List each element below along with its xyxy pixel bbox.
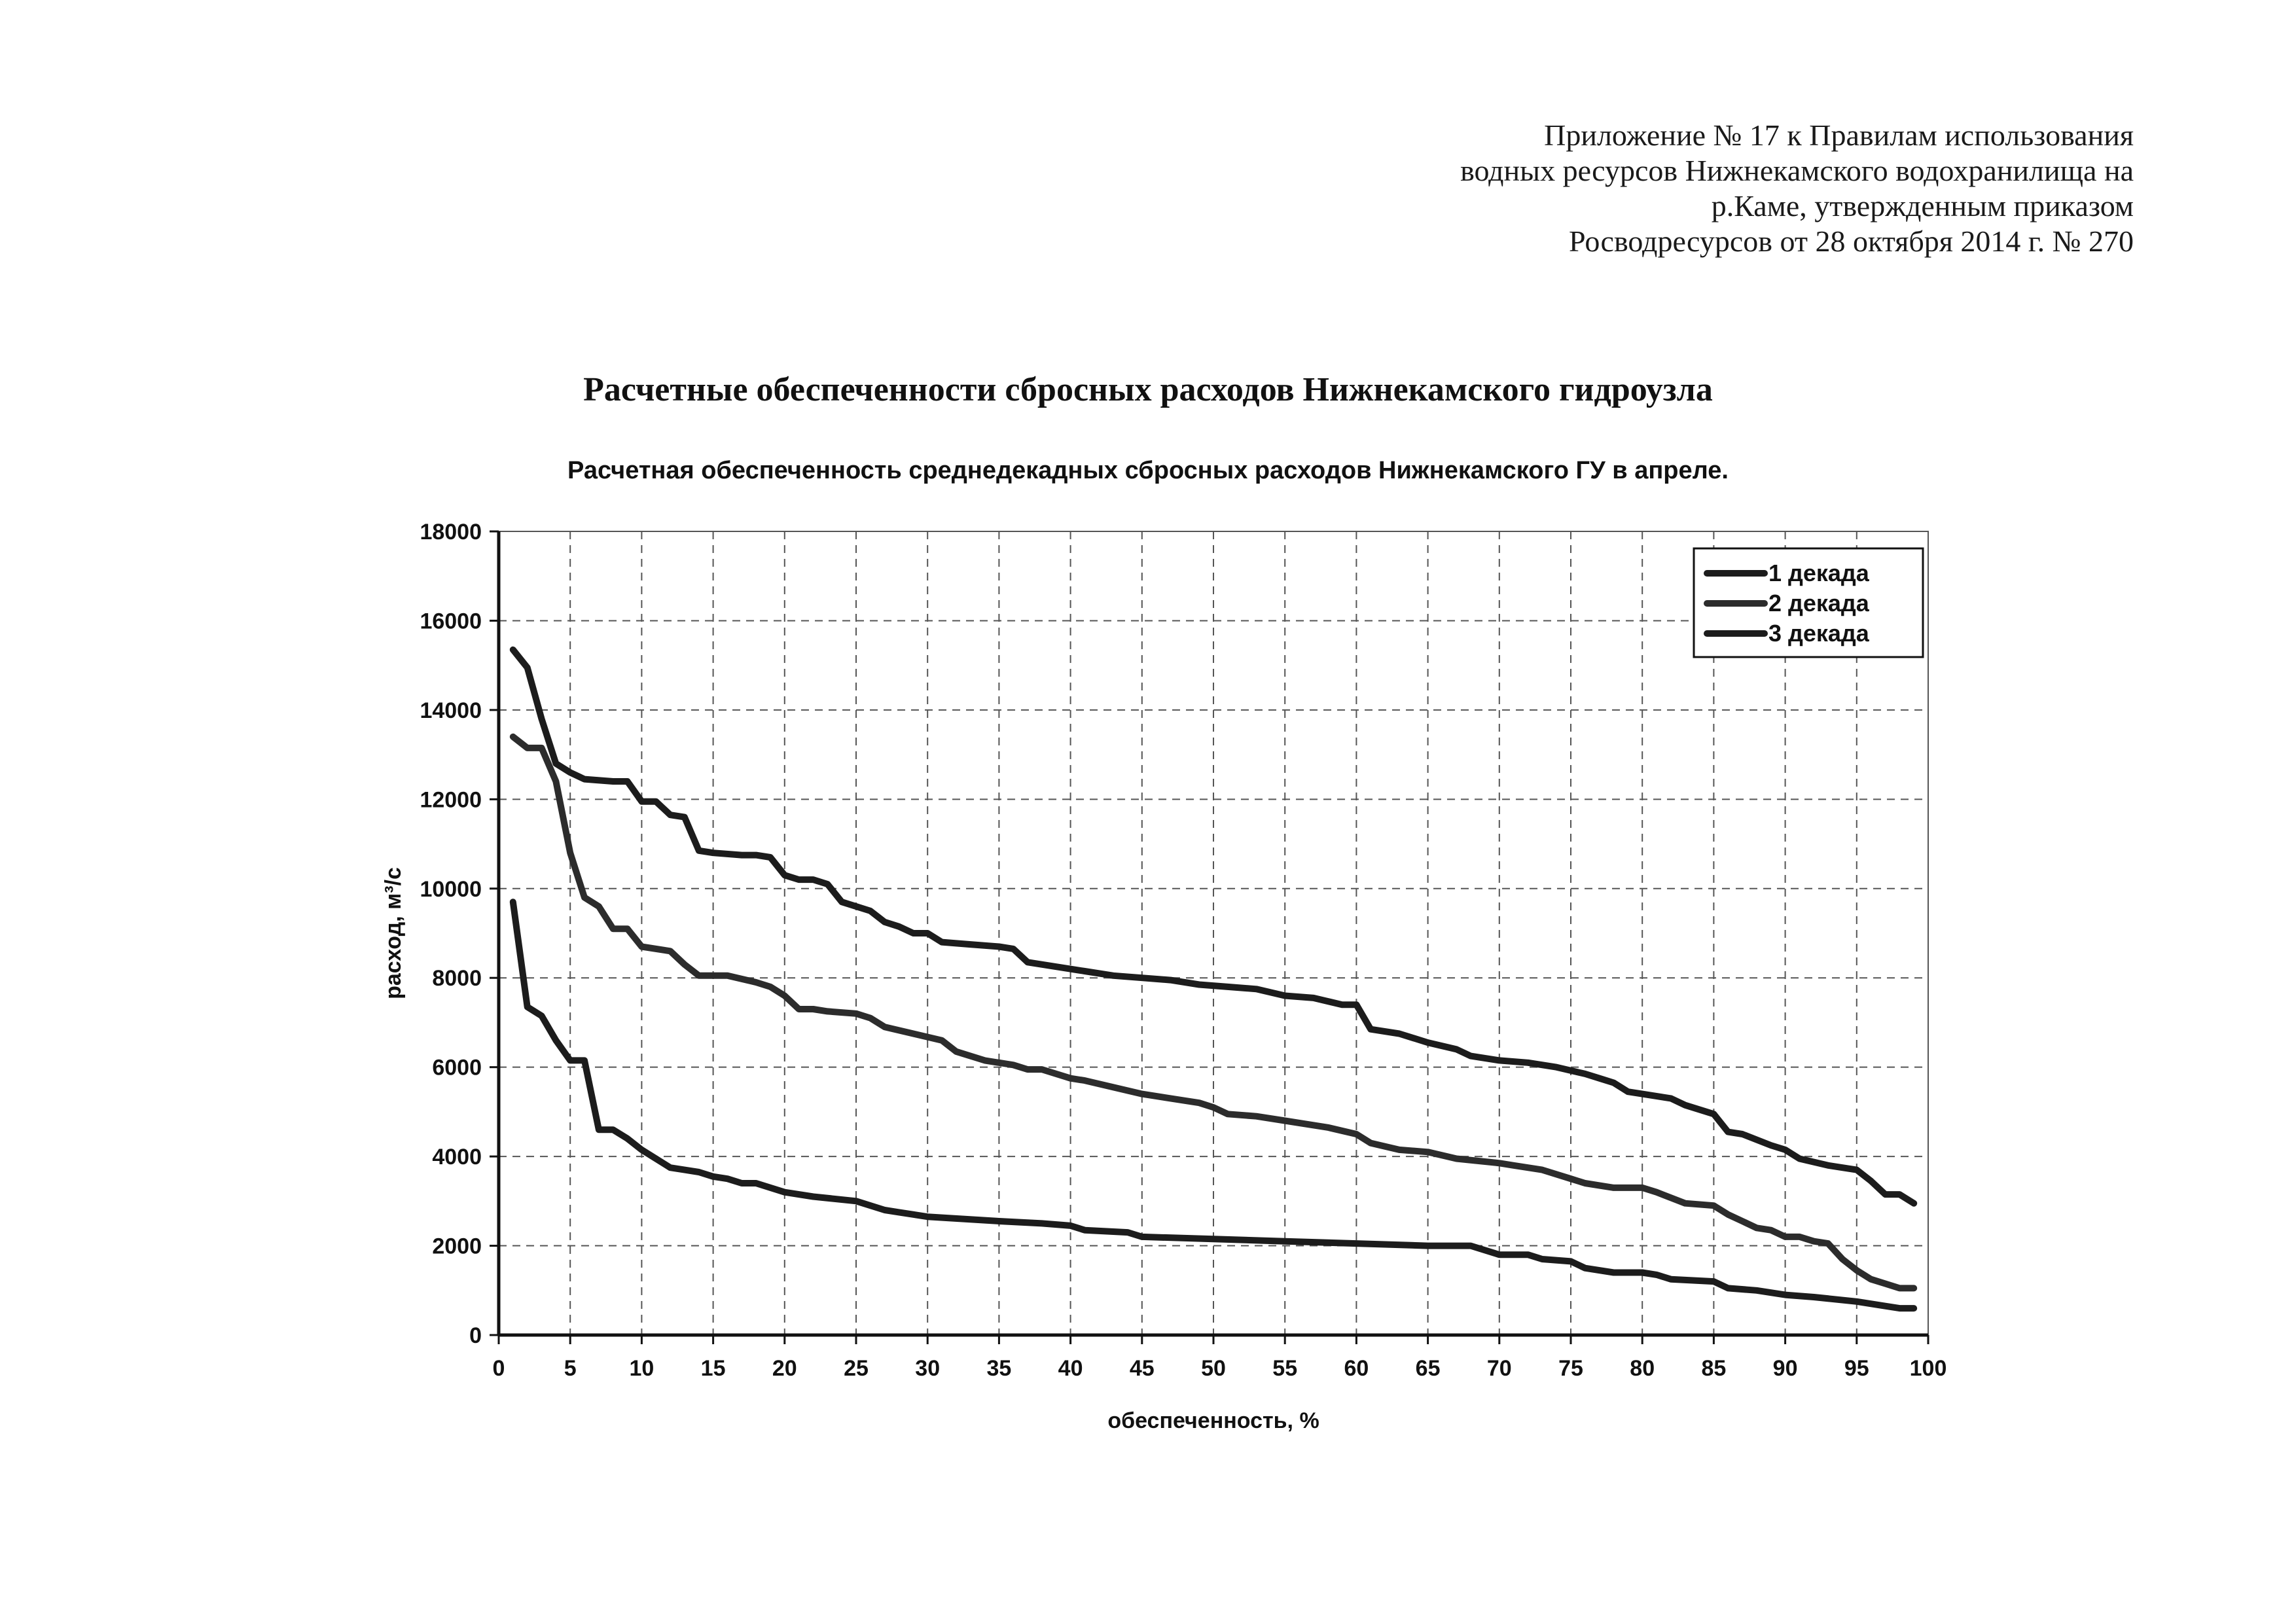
y-tick-label: 0 bbox=[469, 1323, 482, 1348]
chart-title: Расчетная обеспеченность среднедекадных сбросных расходов Нижнекамского ГУ в апреле. bbox=[567, 457, 1729, 484]
y-tick-label: 12000 bbox=[420, 787, 482, 813]
x-tick-label: 70 bbox=[1486, 1356, 1512, 1381]
x-tick-label: 85 bbox=[1701, 1356, 1727, 1381]
x-tick-label: 25 bbox=[844, 1356, 869, 1381]
y-tick-label: 16000 bbox=[420, 609, 482, 634]
x-tick-label: 90 bbox=[1772, 1356, 1798, 1381]
x-tick-label: 65 bbox=[1415, 1356, 1441, 1381]
annex-line: Приложение № 17 к Правилам использования bbox=[1544, 118, 2134, 152]
x-tick-label: 15 bbox=[700, 1356, 726, 1381]
annex-line: водных ресурсов Нижнекамского водохранилища на bbox=[1460, 154, 2134, 187]
legend-label: 2 декада bbox=[1768, 590, 1869, 616]
x-tick-label: 30 bbox=[915, 1356, 941, 1381]
y-axis-label: расход, м³/с bbox=[381, 867, 406, 999]
x-tick-label: 100 bbox=[1909, 1356, 1947, 1381]
x-tick-label: 10 bbox=[629, 1356, 655, 1381]
legend-label: 3 декада bbox=[1768, 620, 1869, 647]
x-tick-label: 75 bbox=[1558, 1356, 1583, 1381]
x-tick-label: 50 bbox=[1201, 1356, 1226, 1381]
annex-line: р.Каме, утвержденным приказом bbox=[1711, 189, 2134, 223]
chart-legend bbox=[1694, 548, 1923, 657]
y-tick-label: 18000 bbox=[420, 520, 482, 544]
x-tick-label: 80 bbox=[1630, 1356, 1655, 1381]
y-tick-label: 14000 bbox=[420, 698, 482, 723]
y-tick-label: 4000 bbox=[432, 1145, 482, 1170]
x-tick-label: 35 bbox=[986, 1356, 1012, 1381]
x-tick-label: 20 bbox=[772, 1356, 797, 1381]
page-title: Расчетные обеспеченности сбросных расходов Нижнекамского гидроузла bbox=[583, 371, 1713, 408]
x-tick-label: 60 bbox=[1344, 1356, 1369, 1381]
x-tick-label: 5 bbox=[564, 1356, 577, 1381]
y-tick-label: 6000 bbox=[432, 1055, 482, 1080]
x-tick-label: 40 bbox=[1058, 1356, 1083, 1381]
x-tick-label: 0 bbox=[492, 1356, 505, 1381]
x-axis-label: обеспеченность, % bbox=[1107, 1408, 1319, 1433]
x-tick-label: 45 bbox=[1129, 1356, 1155, 1381]
x-tick-label: 95 bbox=[1844, 1356, 1869, 1381]
y-tick-label: 8000 bbox=[432, 966, 482, 991]
x-tick-label: 55 bbox=[1272, 1356, 1298, 1381]
y-tick-label: 2000 bbox=[432, 1234, 482, 1259]
legend-label: 1 декада bbox=[1768, 560, 1869, 586]
y-tick-label: 10000 bbox=[420, 876, 482, 902]
annex-line: Росводресурсов от 28 октября 2014 г. № 270 bbox=[1568, 224, 2134, 258]
